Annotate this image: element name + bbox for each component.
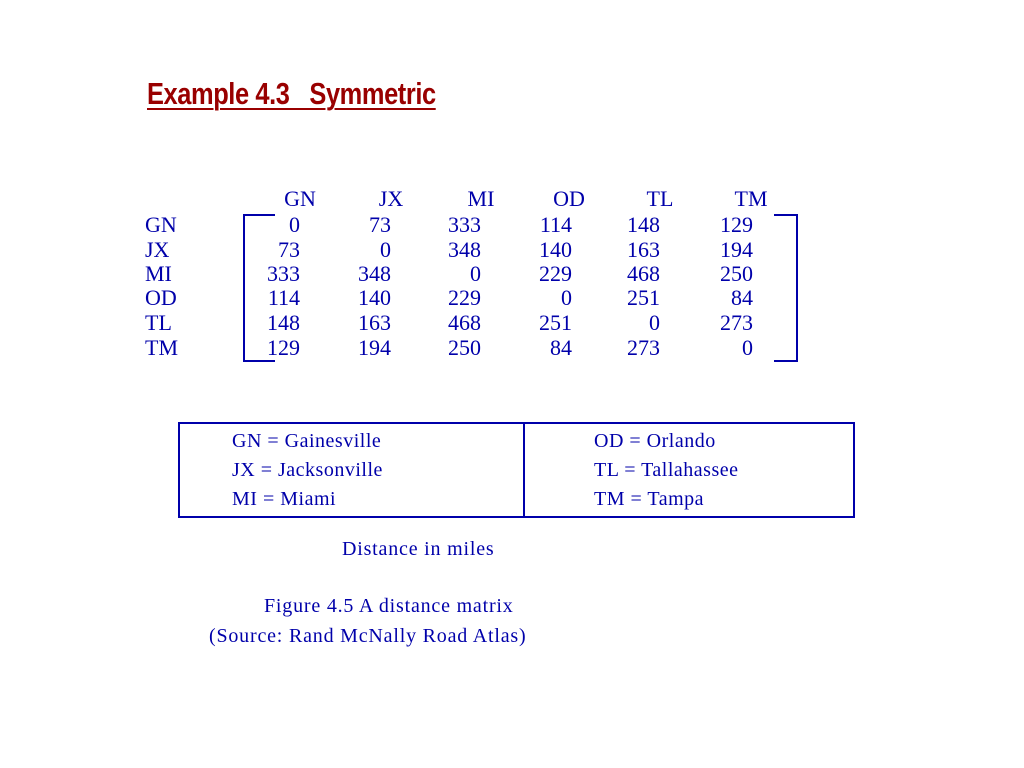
slide-title: Example 4.3 Symmetric: [147, 76, 436, 111]
matrix-cell: 73: [369, 212, 391, 237]
matrix-cell: 468: [627, 261, 660, 286]
matrix-cell: 84: [731, 285, 753, 310]
legend-item: GN = Gainesville: [232, 430, 382, 452]
matrix-cell: 468: [448, 310, 481, 335]
matrix-cell: 251: [539, 310, 572, 335]
matrix-row-header: TL: [145, 310, 172, 335]
figure-caption: Figure 4.5 A distance matrix: [264, 595, 514, 617]
matrix-cell: 250: [720, 261, 753, 286]
matrix-cell: 273: [627, 335, 660, 360]
matrix-cell: 129: [267, 335, 300, 360]
matrix-cell: 0: [289, 212, 300, 237]
matrix-cell: 0: [649, 310, 660, 335]
matrix-column-header: OD: [553, 186, 585, 211]
matrix-cell: 140: [539, 237, 572, 262]
matrix-cell: 229: [539, 261, 572, 286]
legend-item: TL = Tallahassee: [594, 459, 739, 481]
legend-divider: [523, 424, 525, 516]
legend-item: OD = Orlando: [594, 430, 716, 452]
matrix-column-header: TL: [646, 186, 674, 211]
matrix-right-bracket: [774, 214, 798, 362]
matrix-cell: 148: [627, 212, 660, 237]
matrix-cell: 0: [470, 261, 481, 286]
matrix-cell: 348: [448, 237, 481, 262]
matrix-cell: 229: [448, 285, 481, 310]
matrix-cell: 348: [358, 261, 391, 286]
matrix-cell: 333: [267, 261, 300, 286]
legend-item: MI = Miami: [232, 488, 337, 510]
matrix-cell: 250: [448, 335, 481, 360]
matrix-cell: 194: [358, 335, 391, 360]
source-caption: (Source: Rand McNally Road Atlas): [209, 625, 527, 647]
abbreviation-legend: [178, 422, 855, 518]
matrix-cell: 163: [627, 237, 660, 262]
matrix-cell: 163: [358, 310, 391, 335]
legend-item: TM = Tampa: [594, 488, 705, 510]
matrix-cell: 194: [720, 237, 753, 262]
matrix-cell: 140: [358, 285, 391, 310]
matrix-column-header: JX: [378, 186, 404, 211]
matrix-row-header: GN: [145, 212, 177, 237]
matrix-cell: 0: [380, 237, 391, 262]
matrix-row-header: JX: [145, 237, 170, 262]
matrix-cell: 333: [448, 212, 481, 237]
matrix-cell: 114: [267, 285, 300, 310]
matrix-cell: 84: [550, 335, 572, 360]
matrix-column-header: MI: [467, 186, 495, 211]
matrix-cell: 273: [720, 310, 753, 335]
matrix-cell: 0: [742, 335, 753, 360]
matrix-column-header: TM: [734, 186, 768, 211]
units-caption: Distance in miles: [342, 538, 495, 560]
matrix-row-header: TM: [145, 335, 178, 360]
matrix-cell: 148: [267, 310, 300, 335]
matrix-row-header: MI: [145, 261, 172, 286]
matrix-cell: 251: [627, 285, 660, 310]
matrix-row-header: OD: [145, 285, 177, 310]
matrix-cell: 114: [539, 212, 572, 237]
matrix-cell: 73: [278, 237, 300, 262]
matrix-column-header: GN: [284, 186, 316, 211]
matrix-cell: 129: [720, 212, 753, 237]
matrix-cell: 0: [561, 285, 572, 310]
legend-item: JX = Jacksonville: [232, 459, 383, 481]
